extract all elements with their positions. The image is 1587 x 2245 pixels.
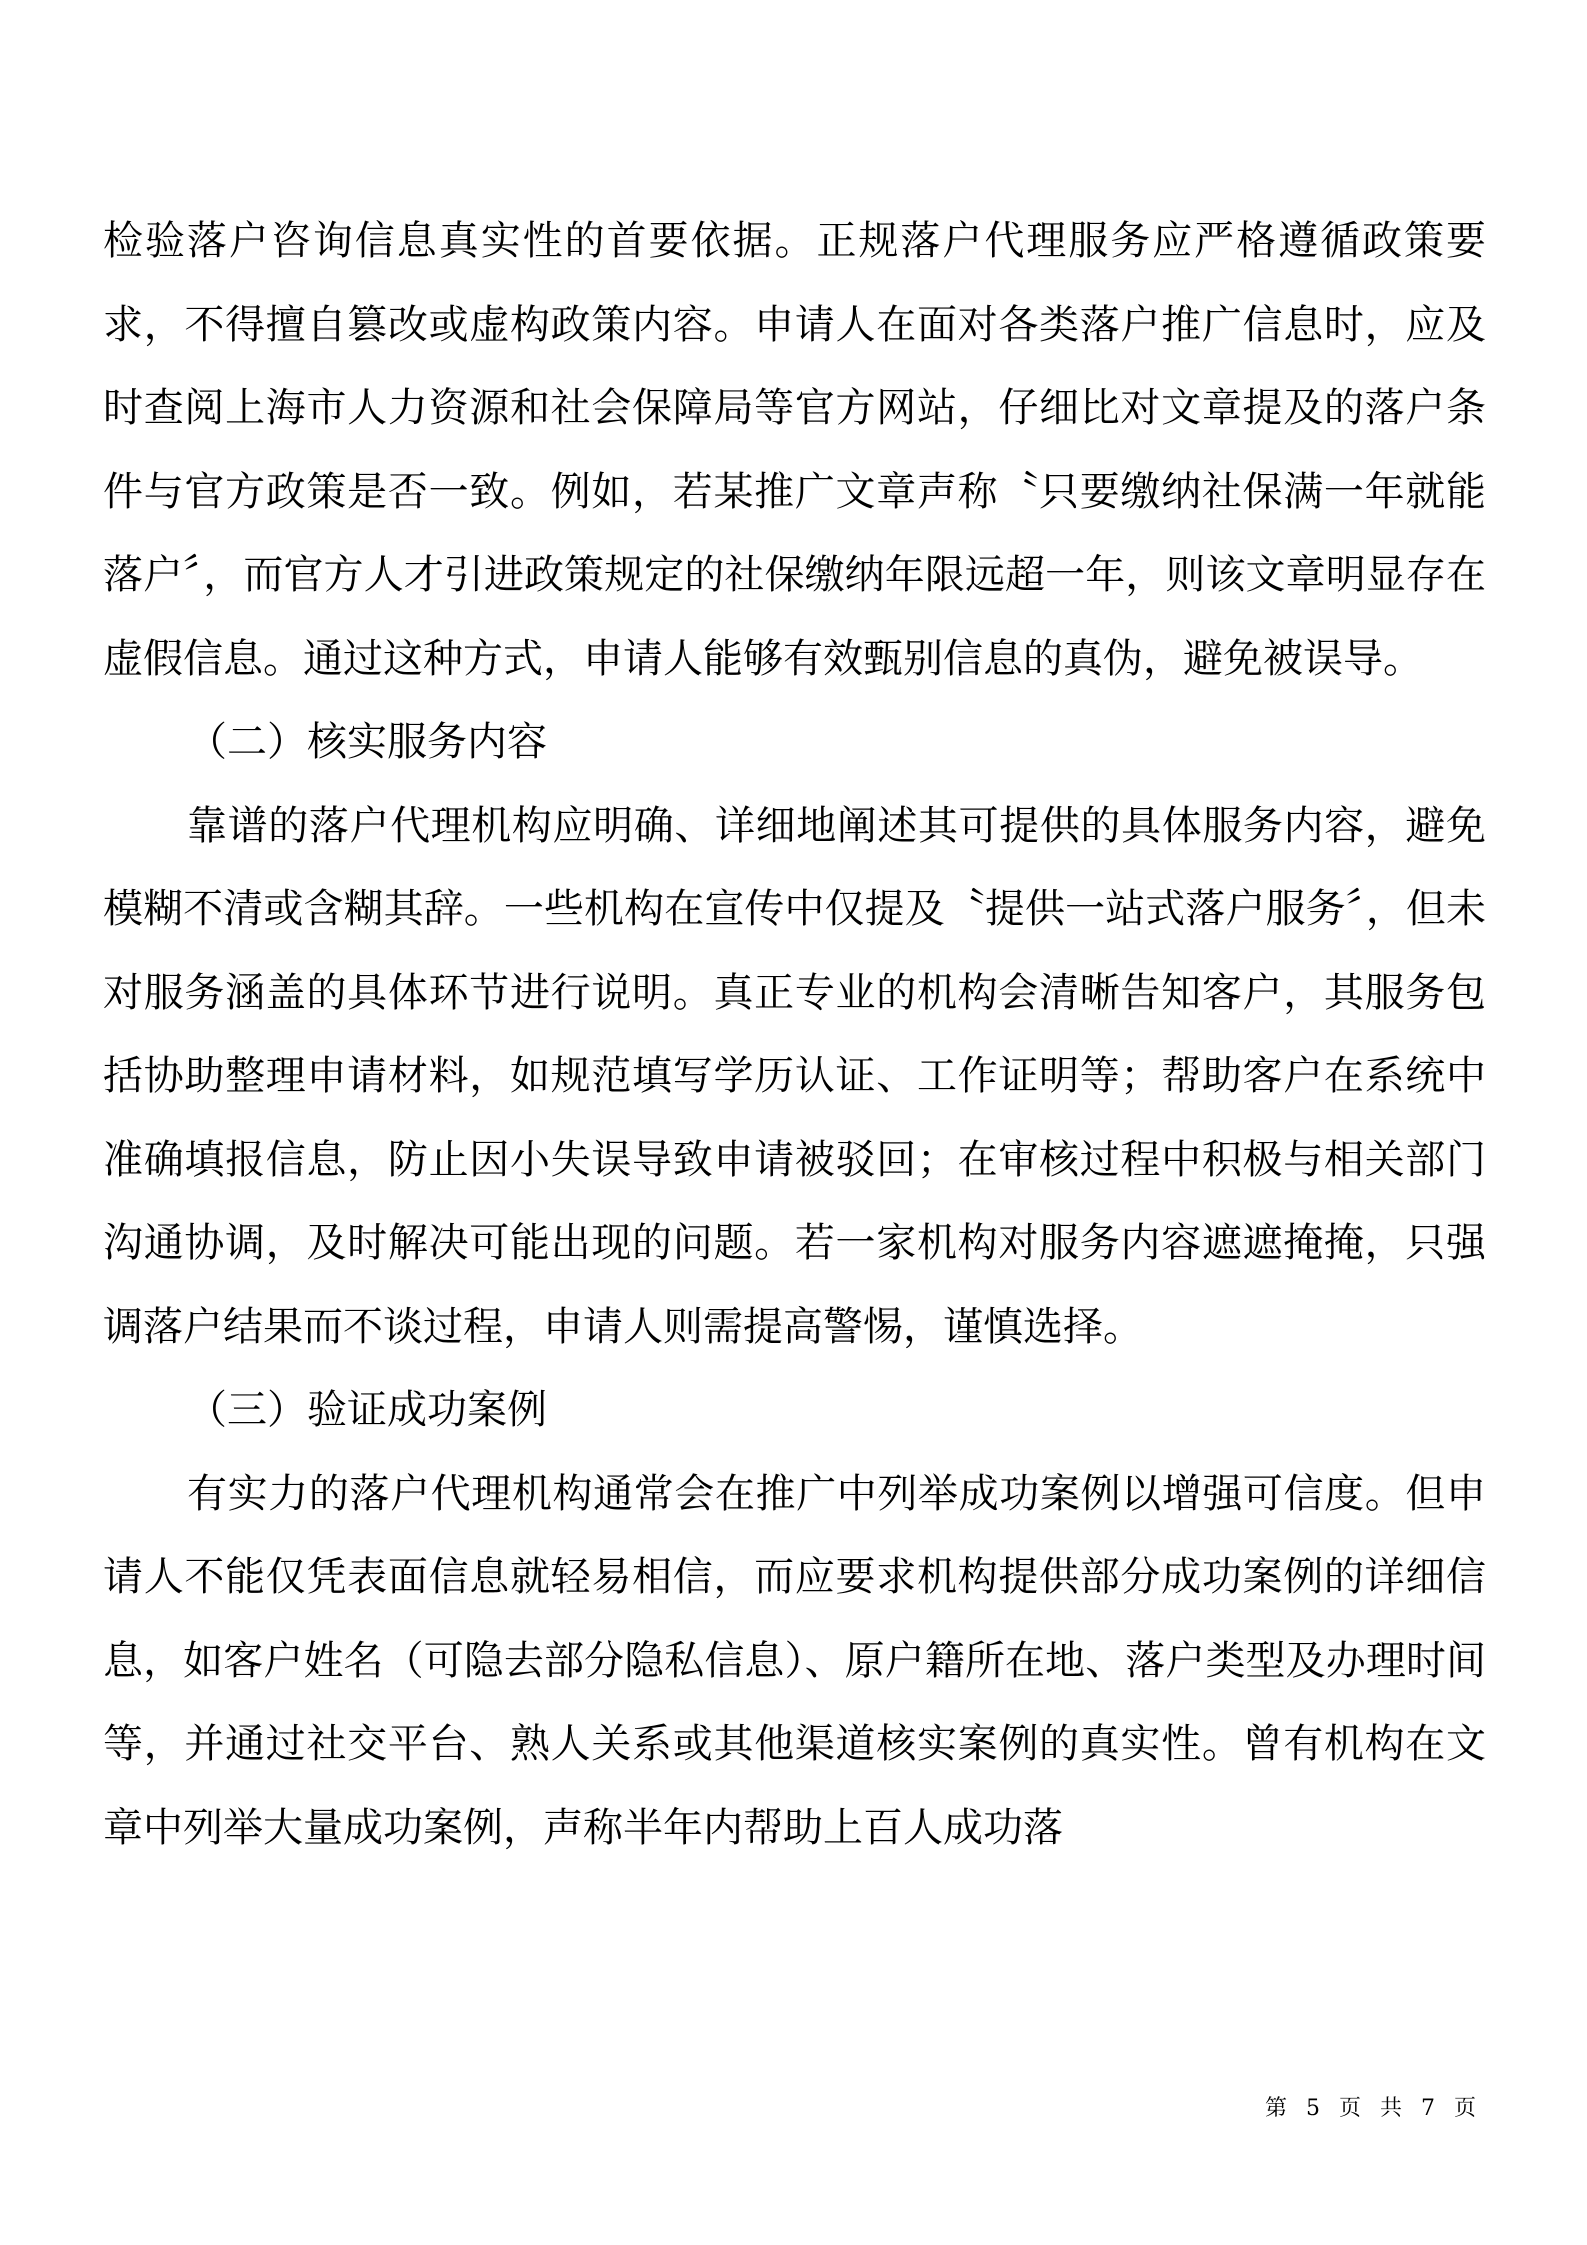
paragraph-service-content: 靠谱的落户代理机构应明确、详细地阐述其可提供的具体服务内容，避免模糊不清或含糊其辞。一些机构在宣传中仅提及〝提供一站式落户服务〞，但未对服务涵盖的具体环节进行说明。真正专业的机构会清晰告知客户，其服务包括协助整理申请材料，如规范填写学历认证、工作证明等；帮助客户在系统中准确填报信息，防止因小失误导致申请被驳回；在审核过程中积极与相关部门沟通协调，及时解决可能出现的问题。若一家机构对服务内容遮遮掩掩，只强调落户结果而不谈过程，申请人则需提高警惕，谨慎选择。 [103,802,1486,1350]
section-heading-service-content: （二）核实服务内容 [187,719,547,765]
paragraph-success-cases: 有实力的落户代理机构通常会在推广中列举成功案例以增强可信度。但申请人不能仅凭表面信息就轻易相信，而应要求机构提供部分成功案例的详细信息，如客户姓名（可隐去部分隐私信息）、原户籍所在地、落户类型及办理时间等，并通过社交平台、熟人关系或其他渠道核实案例的真实性。曾有机构在文章中列举大量成功案例，声称半年内帮助上百人成功落 [103,1470,1486,1851]
section-heading-success-cases: （三）验证成功案例 [187,1387,547,1433]
paragraph-policy-verification: 检验落户咨询信息真实性的首要依据。正规落户代理服务应严格遵循政策要求，不得擅自篡改或虚构政策内容。申请人在面对各类落户推广信息时，应及时查阅上海市人力资源和社会保障局等官方网站，仔细比对文章提及的落户条件与官方政策是否一致。例如，若某推广文章声称〝只要缴纳社保满一年就能落户〞，而官方人才引进政策规定的社保缴纳年限远超一年，则该文章明显存在虚假信息。通过这种方式，申请人能够有效甄别信息的真伪，避免被误导。 [103,218,1486,682]
text-column [103,200,1486,1870]
page-number-footer: 第 5 页 共 7 页 [1265,2096,1482,2121]
